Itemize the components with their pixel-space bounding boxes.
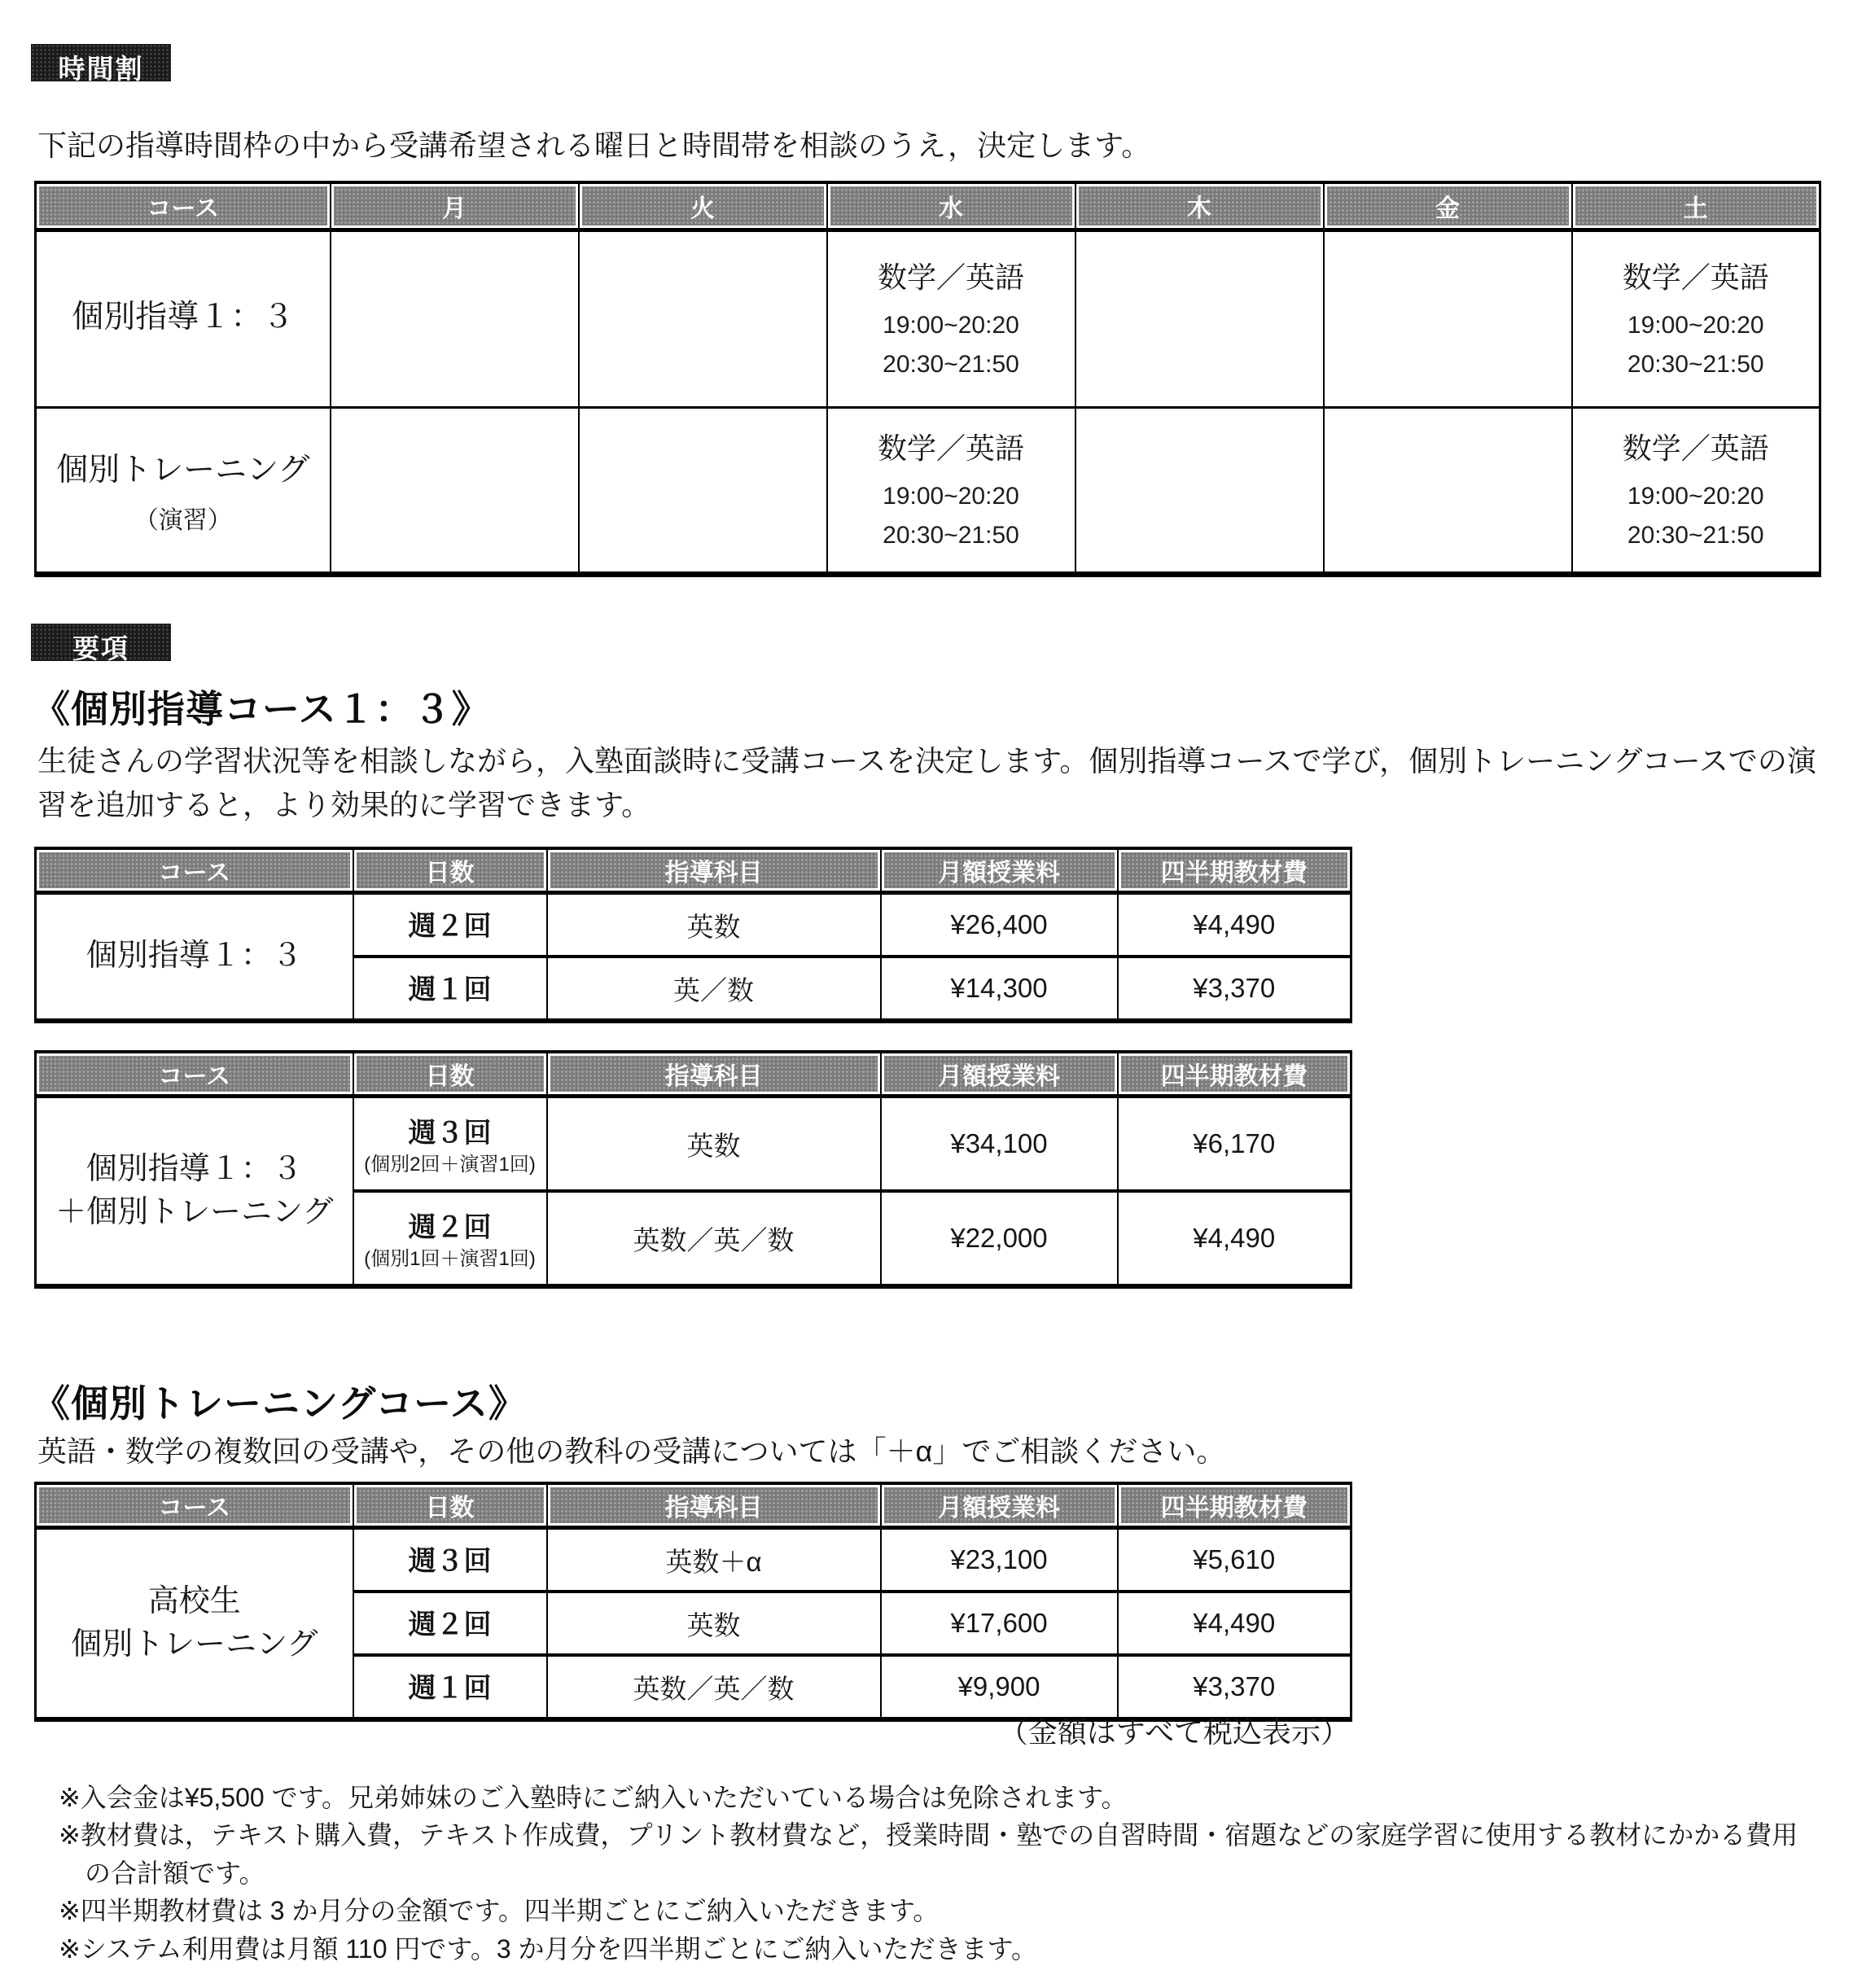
slot-subject: 数学／英語 <box>1622 431 1769 465</box>
subjects-cell: 英数 <box>547 1097 881 1192</box>
col-header-course: コース <box>36 1052 353 1097</box>
slot-subject: 数学／英語 <box>877 260 1024 294</box>
timetable-cell <box>331 230 579 408</box>
monthly-fee-cell: ¥23,100 <box>881 1528 1118 1592</box>
slot-subject: 数学／英語 <box>877 431 1024 465</box>
timetable-row <box>36 230 1820 408</box>
monthly-fee-cell: ¥26,400 <box>881 893 1118 957</box>
slot-time: 19:00~20:20 <box>883 482 1019 510</box>
timetable-header-sat: 土 <box>1572 182 1820 230</box>
slot-time: 19:00~20:20 <box>883 311 1019 339</box>
table-row <box>36 1097 1351 1192</box>
col-header-subjects: 指導科目 <box>547 1052 881 1097</box>
monthly-fee-cell: ¥17,600 <box>881 1592 1118 1655</box>
price-table-header-row <box>36 1052 1351 1097</box>
days-value: 週２回 <box>408 1609 492 1640</box>
timetable-row <box>36 408 1820 575</box>
days-value: 週２回 <box>408 910 492 942</box>
col-header-monthly-fee: 月額授業料 <box>881 848 1118 893</box>
slot-time: 20:30~21:50 <box>883 350 1019 378</box>
col-header-days: 日数 <box>353 1483 547 1528</box>
timetable-header-thu: 木 <box>1075 182 1324 230</box>
heading-individual-course: 《個別指導コース１：３》 <box>33 688 490 730</box>
timetable-cell <box>827 408 1075 575</box>
timetable-cell <box>1075 230 1324 408</box>
materials-fee-cell: ¥6,170 <box>1118 1097 1351 1192</box>
days-value: 週１回 <box>408 1672 492 1704</box>
timetable-cell <box>1324 230 1572 408</box>
col-header-monthly-fee: 月額授業料 <box>881 1483 1118 1528</box>
days-cell <box>353 1592 547 1655</box>
course-name-cell <box>36 230 331 408</box>
price-table-header-row <box>36 1483 1351 1528</box>
price-table-highschool-training <box>34 1482 1352 1722</box>
course-name: 個別トレーニング <box>56 453 310 488</box>
timetable-cell <box>331 408 579 575</box>
slot-time: 19:00~20:20 <box>1627 482 1764 510</box>
col-header-days: 日数 <box>353 848 547 893</box>
timetable-cell <box>1075 408 1324 575</box>
heading-training-course: 《個別トレーニングコース》 <box>33 1382 527 1425</box>
section-badge-guidelines: 要項 <box>31 624 171 661</box>
timetable-cell <box>579 408 827 575</box>
days-value: 週２回 <box>408 1212 492 1244</box>
subjects-cell: 英／数 <box>547 957 881 1021</box>
notes-list <box>59 1779 1824 1968</box>
timetable-header-wed: 水 <box>827 182 1075 230</box>
course-note: （演習） <box>134 507 232 534</box>
col-header-course: コース <box>36 848 353 893</box>
subjects-cell: 英数／英／数 <box>547 1655 881 1719</box>
monthly-fee-cell: ¥9,900 <box>881 1655 1118 1719</box>
note-item: ※教材費は，テキスト購入費，テキスト作成費，プリント教材費など，授業時間・塾での自習時間・宿題などの家庭学習に使用する教材にかかる費用の合計額です。 <box>59 1820 1798 1888</box>
timetable-header-mon: 月 <box>331 182 579 230</box>
timetable-cell <box>1324 408 1572 575</box>
table-row <box>36 893 1351 957</box>
timetable-cell <box>579 230 827 408</box>
days-cell <box>353 1528 547 1592</box>
note-item: ※四半期教材費は 3 か月分の金額です。四半期ごとにご納入いただきます。 <box>59 1896 940 1926</box>
timetable-header-row <box>36 182 1820 230</box>
slot-time: 20:30~21:50 <box>1627 350 1764 378</box>
timetable-cell <box>1572 408 1820 575</box>
subjects-cell: 英数 <box>547 893 881 957</box>
timetable-cell <box>827 230 1075 408</box>
slot-subject: 数学／英語 <box>1622 260 1769 294</box>
tax-inclusive-note: （金額はすべて税込表示） <box>998 1715 1350 1749</box>
slot-time: 19:00~20:20 <box>1627 311 1764 339</box>
days-note: (個別1回＋演習1回) <box>364 1248 536 1271</box>
materials-fee-cell: ¥4,490 <box>1118 893 1351 957</box>
materials-fee-cell: ¥3,370 <box>1118 1655 1351 1719</box>
price-table-header-row <box>36 848 1351 893</box>
course-name-cell <box>36 1097 353 1287</box>
col-header-course: コース <box>36 1483 353 1528</box>
col-header-subjects: 指導科目 <box>547 848 881 893</box>
individual-course-description: 生徒さんの学習状況等を相談しながら，入塾面談時に受講コースを決定します。個別指導コースで学び，個別トレーニングコースでの演習を追加すると，より効果的に学習できます。 <box>37 744 1816 821</box>
days-value: 週３回 <box>408 1545 492 1577</box>
col-header-days: 日数 <box>353 1052 547 1097</box>
course-name: 個別指導１：３ <box>85 939 303 974</box>
monthly-fee-cell: ¥34,100 <box>881 1097 1118 1192</box>
subjects-cell: 英数 <box>547 1592 881 1655</box>
price-table-individual-plus-training <box>34 1050 1352 1289</box>
section-badge-timetable: 時間割 <box>31 44 171 81</box>
materials-fee-cell: ¥4,490 <box>1118 1592 1351 1655</box>
timetable-header-tue: 火 <box>579 182 827 230</box>
materials-fee-cell: ¥4,490 <box>1118 1191 1351 1286</box>
days-value: 週３回 <box>408 1118 492 1149</box>
col-header-materials-fee: 四半期教材費 <box>1118 848 1351 893</box>
slot-time: 20:30~21:50 <box>1627 521 1764 549</box>
col-header-materials-fee: 四半期教材費 <box>1118 1483 1351 1528</box>
slot-time: 20:30~21:50 <box>883 521 1019 549</box>
monthly-fee-cell: ¥14,300 <box>881 957 1118 1021</box>
timetable-intro-text: 下記の指導時間枠の中から受講希望される曜日と時間帯を相談のうえ，決定します。 <box>37 129 1151 162</box>
days-cell <box>353 957 547 1021</box>
materials-fee-cell: ¥3,370 <box>1118 957 1351 1021</box>
days-cell <box>353 1191 547 1286</box>
days-cell <box>353 893 547 957</box>
col-header-subjects: 指導科目 <box>547 1483 881 1528</box>
timetable-cell <box>1572 230 1820 408</box>
price-table-individual <box>34 847 1352 1023</box>
days-value: 週１回 <box>408 974 492 1005</box>
monthly-fee-cell: ¥22,000 <box>881 1191 1118 1286</box>
table-row <box>36 1528 1351 1592</box>
note-item: ※入会金は¥5,500 です。兄弟姉妹のご入塾時にご納入いただいている場合は免除されます。 <box>59 1783 1128 1812</box>
materials-fee-cell: ¥5,610 <box>1118 1528 1351 1592</box>
course-name-cell <box>36 1528 353 1720</box>
course-name-cell <box>36 408 331 575</box>
days-note: (個別2回＋演習1回) <box>364 1154 536 1176</box>
course-name: 個別指導１：３ <box>72 300 295 335</box>
col-header-monthly-fee: 月額授業料 <box>881 1052 1118 1097</box>
training-course-description: 英語・数学の複数回の受講や，その他の教科の受講については「＋α」でご相談ください。 <box>37 1434 1226 1468</box>
course-name-line2: 個別トレーニング <box>71 1627 318 1662</box>
course-name-line2: ＋個別トレーニング <box>55 1195 334 1229</box>
col-header-materials-fee: 四半期教材費 <box>1118 1052 1351 1097</box>
timetable-header-course: コース <box>36 182 331 230</box>
course-name-cell <box>36 893 353 1022</box>
timetable-table <box>34 181 1821 577</box>
timetable-header-fri: 金 <box>1324 182 1572 230</box>
subjects-cell: 英数／英／数 <box>547 1191 881 1286</box>
days-cell <box>353 1097 547 1192</box>
note-item: ※システム利用費は月額 110 円です。3 か月分を四半期ごとにご納入いただきます。 <box>59 1933 1037 1964</box>
course-name: 高校生 <box>147 1583 241 1618</box>
subjects-cell: 英数＋α <box>547 1528 881 1592</box>
course-name: 個別指導１：３ <box>85 1151 303 1186</box>
